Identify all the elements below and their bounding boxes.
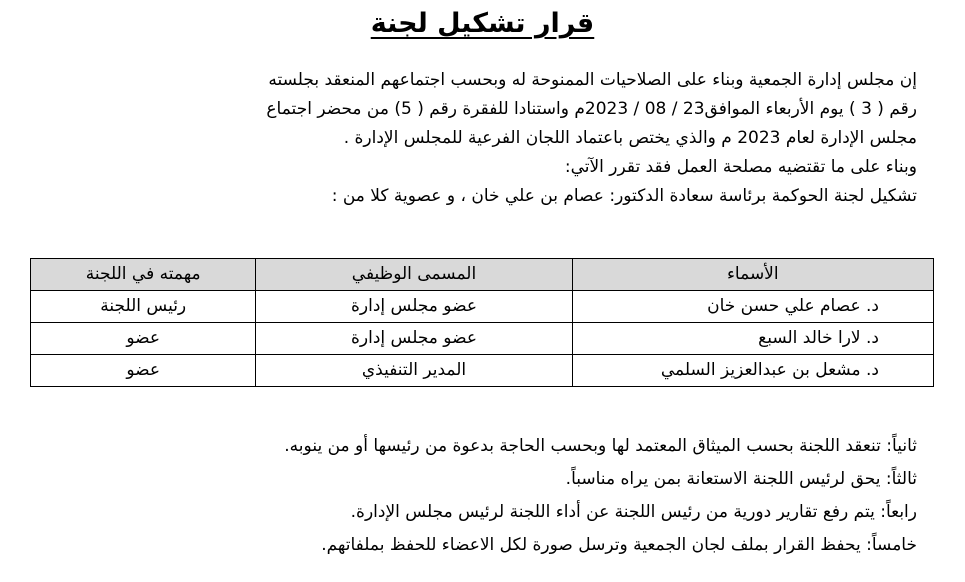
decision-clauses — [42, 430, 917, 562]
table-header-row — [31, 259, 934, 291]
clause-item: ثانياً: تنعقد اللجنة بحسب الميثاق المعتمد لها وبحسب الحاجة بدعوة من رئيسها أو من ينوبه. — [284, 436, 917, 456]
member-role: عضو — [31, 323, 256, 355]
member-role: عضو — [31, 355, 256, 387]
member-job-title: عضو مجلس إدارة — [256, 323, 572, 355]
intro-paragraph — [42, 66, 917, 211]
table-row — [31, 355, 934, 387]
member-name: د. مشعل بن عبدالعزيز السلمي — [572, 355, 933, 387]
clause-item: خامساً: يحفظ القرار بملف لجان الجمعية وترسل صورة لكل الاعضاء للحفظ بملفاتهم. — [321, 535, 917, 555]
member-name: د. عصام علي حسن خان — [572, 291, 933, 323]
header-names: الأسماء — [572, 259, 933, 291]
member-job-title: عضو مجلس إدارة — [256, 291, 572, 323]
intro-line: إن مجلس إدارة الجمعية وبناء على الصلاحيات الممنوحة له وبحسب اجتماعهم المنعقد بجلسته — [268, 70, 917, 90]
header-committee-role: مهمته في اللجنة — [31, 259, 256, 291]
document-title: قرار تشكيل لجنة — [370, 8, 595, 39]
committee-members-table — [30, 258, 934, 387]
document-title-block — [0, 2, 965, 46]
clause-item: رابعاً: يتم رفع تقارير دورية من رئيس اللجنة عن أداء اللجنة لرئيس مجلس الإدارة. — [350, 502, 917, 522]
member-job-title: المدير التنفيذي — [256, 355, 572, 387]
clause-item: ثالثاً: يحق لرئيس اللجنة الاستعانة بمن يراه مناسباً. — [565, 469, 917, 489]
intro-line: وبناء على ما تقتضيه مصلحة العمل فقد تقرر الآتي: — [564, 157, 917, 177]
intro-line: مجلس الإدارة لعام 2023 م والذي يختص باعتماد اللجان الفرعية للمجلس الإدارة . — [343, 128, 917, 148]
member-role: رئيس اللجنة — [31, 291, 256, 323]
table-row — [31, 291, 934, 323]
header-job-title: المسمى الوظيفي — [256, 259, 572, 291]
table-row — [31, 323, 934, 355]
member-name: د. لارا خالد السبع — [572, 323, 933, 355]
intro-line: رقم ( 3 ) يوم الأربعاء الموافق23 / 08 / 2023م واستنادا للفقرة رقم ( 5) من محضر اجتماع — [266, 99, 917, 119]
intro-line: تشكيل لجنة الحوكمة برئاسة سعادة الدكتور: عصام بن علي خان ، و عصوية كلا من : — [331, 186, 917, 206]
